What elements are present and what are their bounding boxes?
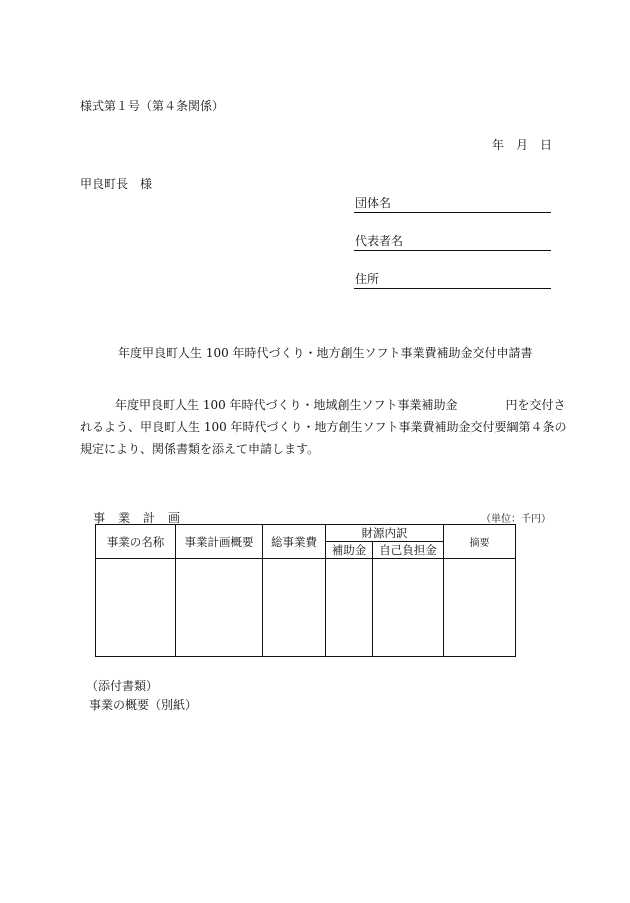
col-header-remarks: 摘要	[444, 525, 516, 559]
attachment-item: 事業の概要（別紙）	[89, 698, 198, 712]
col-header-funding: 財源内訳	[326, 525, 444, 542]
col-header-name: 事業の名称	[96, 525, 176, 559]
col-header-total: 総事業費	[263, 525, 326, 559]
plan-table	[95, 524, 516, 657]
col-header-outline: 事業計画概要	[176, 525, 263, 559]
cell-name[interactable]	[96, 559, 176, 657]
date-line: 年 月 日	[492, 138, 553, 152]
address-field[interactable]	[354, 272, 551, 289]
cell-outline[interactable]	[176, 559, 263, 657]
attachments-heading: （添付書類）	[86, 679, 159, 693]
addressee: 甲良町長 様	[80, 177, 153, 191]
representative-field[interactable]	[354, 234, 551, 251]
table-row	[96, 559, 516, 657]
col-header-subsidy: 補助金	[326, 542, 373, 559]
org-name-field[interactable]	[354, 196, 551, 213]
body-paragraph	[80, 394, 567, 460]
cell-self[interactable]	[373, 559, 444, 657]
document-title: 年度甲良町人生 100 年時代づくり・地方創生ソフト事業費補助金交付申請書	[118, 346, 533, 360]
body-line-1: 年度甲良町人生 100 年時代づくり・地域創生ソフト事業補助金 円を交付さ	[115, 398, 566, 412]
cell-remarks[interactable]	[444, 559, 516, 657]
col-header-self: 自己負担金	[373, 542, 444, 559]
cell-subsidy[interactable]	[326, 559, 373, 657]
unit-label: （単位：千円）	[481, 514, 551, 525]
cell-total[interactable]	[263, 559, 326, 657]
body-line-3: 規定により、関係書類を添えて申請します。	[80, 442, 320, 456]
org-name-label: 団体名	[355, 196, 392, 210]
address-label: 住所	[355, 272, 380, 286]
body-line-2: れるよう、甲良町人生 100 年時代づくり・地方創生ソフト事業費補助金交付要綱第４条の	[80, 420, 567, 434]
form-number: 様式第１号（第４条関係）	[80, 99, 225, 113]
plan-section-label: 事業計画	[93, 511, 194, 525]
representative-label: 代表者名	[355, 234, 404, 248]
